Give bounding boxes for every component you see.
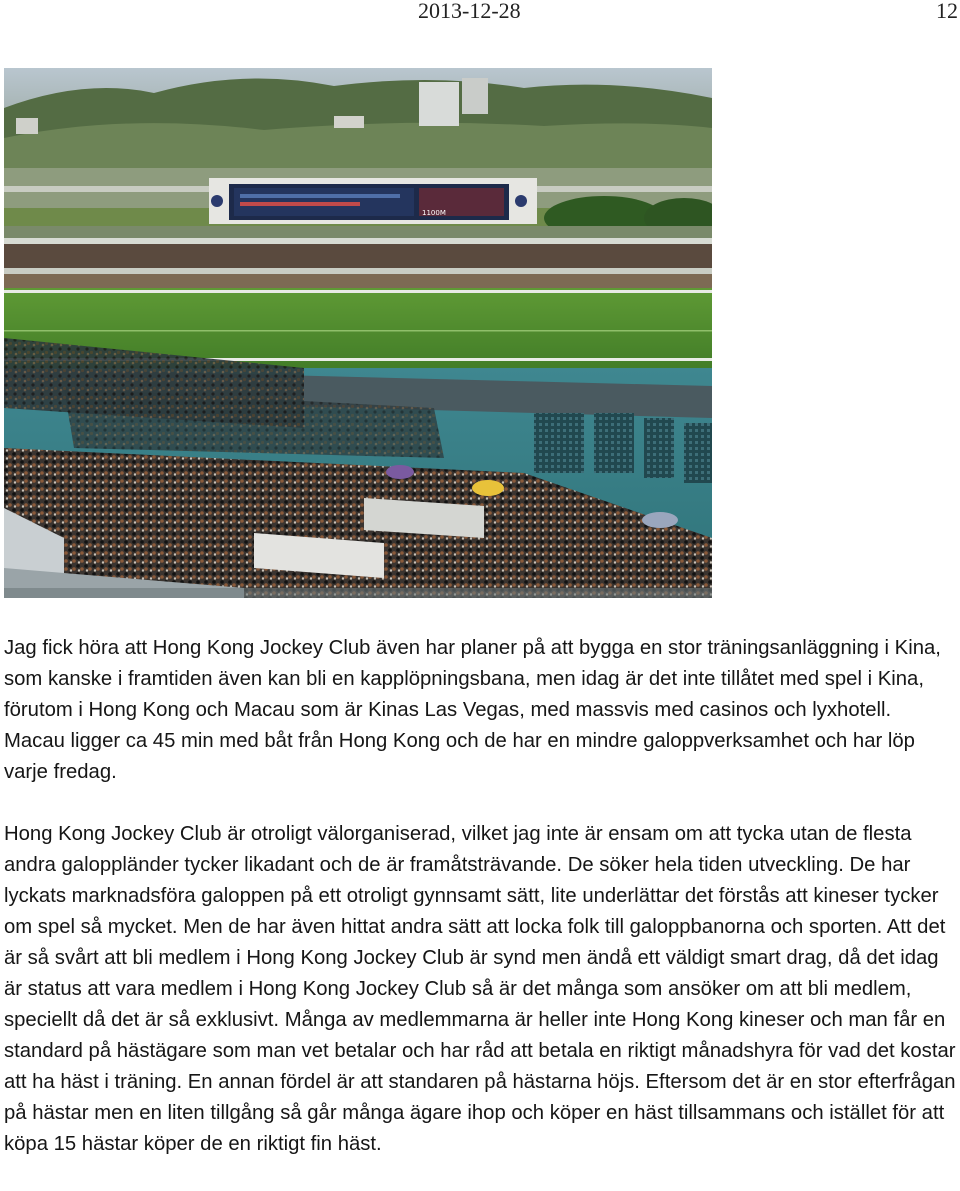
paragraph-2: Hong Kong Jockey Club är otroligt välorganiserad, vilket jag inte är ensam om att tycka utan de flesta andra galoppländer tycker likadant och de är framåtsträvande. De söker hela tiden utveckling. De har lyckats marknadsföra galoppen på ett otroligt gynnsamt sätt, lite underlättar det förstås att kineser tycker om spel så mycket. Men de har även hittat andra sätt att locka folk till galoppbanorna och sporten. Att det är så svårt att bli medlem i Hong Kong Jockey Club är synd men ändå ett väldigt smart drag, då det idag är status att vara medlem i Hong Kong Jockey Club så är det många som ansöker om att bli medlem, speciellt då det är så exklusivt. Många av medlemmarna är heller inte Hong Kong kineser och man får en standard på hästägare som man vet betalar och har råd att betala en riktigt månadshyra för vad det kostar att ha häst i träning. En annan fördel är att standaren på hästarna höjs. Eftersom det är en stor efterfrågan på hästar men en liten tillgång så går många ägare ihop och köper en häst tillsammans och istället för att köpa 15 hästar köper de en riktigt fin häst. — [4, 823, 956, 1155]
paragraph-1: Jag fick höra att Hong Kong Jockey Club även har planer på att bygga en stor träningsanläggning i Kina, som kanske i framtiden även kan bli en kapplöpningsbana, men idag är det inte tillåtet med spel i Kina, förutom i Hong Kong och Macau som är Kinas Las Vegas, med massvis med casinos och lyxhotell. Macau ligger ca 45 min med båt från Hong Kong och de har en mindre galoppverksamhet och har löp varje fredag. — [4, 637, 941, 783]
racecourse-photo — [4, 68, 712, 598]
page-number: 12 — [936, 0, 958, 23]
article-body — [4, 633, 956, 1191]
page-date: 2013-12-28 — [418, 0, 521, 23]
scoreboard-distance: 1100M — [422, 209, 446, 217]
